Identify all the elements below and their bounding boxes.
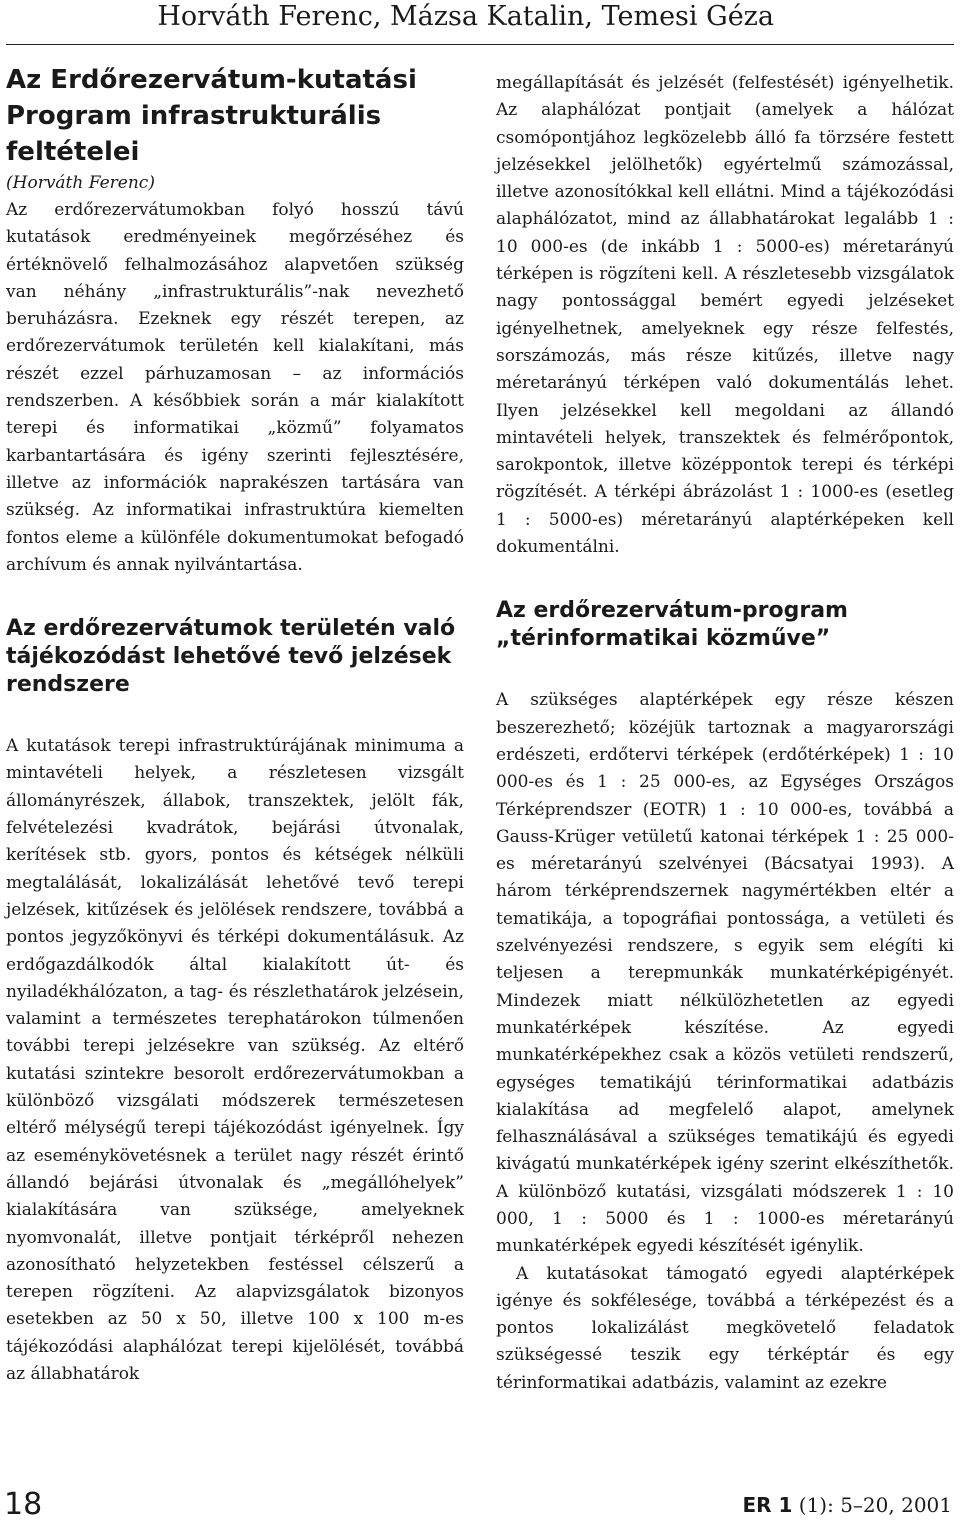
section-author: (Horváth Ferenc) [6, 173, 155, 193]
paragraph-gis-2: A kutatásokat támogató egyedi alaptérképek igénye és sokfélesége, továbbá a térképezést és a pontos lokalizálást megkövetelő feladatok szükségessé teszik egy térképtár és egy térinformatikai adatbázis, valamint az ezekre [496, 1263, 954, 1393]
paragraph-gis-1: A szükséges alaptérképek egy része készen beszerezhető; közéjük tartoznak a magyarországi erdészeti, erdőtervi térképek (erdőtérképek) 1 : 10 000-es és 1 : 25 000-es, az Egységes Országos Térképrendszer (EOTR) 1 : 10 000-es, továbbá a Gauss-Krüger vetületű katonai térképek 1 : 25 000-es méretarányú szelvényei (Bácsatyai 1993). A három térképrendszernek nagymértékben eltér a tematikája, a topográfiai pontossága, a vetületi és szelvényezési rendszere, s egyik sem elégíti ki teljesen a terepmunkák munkatérképigényét. Mindezek miatt nélkülözhetetlen az egyedi munkatérképek készítése. Az egyedi munkatérképekhez csak a közös vetületi rendszerű, egységes tematikájú térinformatikai adatbázis kialakítása ad megfelelő alapot, amelynek felhasználásával a szükséges tematikájú és egyedi kivágatú munkatérképek igény szerint elkészíthetők. A különböző kutatási, vizsgálati módszerek 1 : 10 000, 1 : 5000 és 1 : 1000-es méretarányú munkatérképek egyedi készítését igénylik. [496, 690, 954, 1257]
paragraph-markings-continued: megállapítását és jelzését (felfestését) igényelhetik. Az alaphálózat pontjait (amelyek a hálózat csomópontjához legközelebb álló fa törzsére festett jelzésekkel jelölhetők) egyértelmű számozással, illetve azonosítókkal kell ellátni. Mind a tájékozódási alaphálózatot, mind az állabhatárokat legalább 1 : 10 000-es (de inkább 1 : 5000-es) méretarányú térképen is rögzíteni kell. A részletesebb vizsgálatok nagy pontossággal bemért egyedi jelzéseket igényelhetnek, amelyeknek egy része felfestés, sorszámozás, más része kitűzés, illetve nagy méretarányú térképen való dokumentálás lehet. Ilyen jelzésekkel kell megoldani az állandó mintavételi helyek, transzektek és felmérőpontok, sarokpontok, illetve középpontok terepi és térképi rögzítését. A térképi ábrázolást 1 : 1000-es (esetleg 1 : 5000-es) méretarányú alaptérképeken kell dokumentálni. [496, 73, 954, 558]
section-title-gis: Az erdőrezervátum-program „térinformatikai közműve” [496, 598, 848, 652]
header-divider [6, 44, 954, 45]
journal-issue: (1): 5–20, 2001 [792, 1493, 952, 1517]
journal-reference [742, 1490, 952, 1520]
running-header-authors: Horváth Ferenc, Mázsa Katalin, Temesi Géza [157, 1, 774, 32]
paragraph-markings: A kutatások terepi infrastruktúrájának minimuma a mintavételi helyek, a részletesen vizsgált állományrészek, állabok, transzektek, jelölt fák, felvételezési kvadrátok, bejárási útvonalak, kerítések stb. gyors, pontos és kétségek nélküli megtalálását, lokalizálását lehetővé tevő terepi jelzések, kitűzések és jelölések rendszere, továbbá a pontos jegyzőkönyvi és térképi dokumentálásuk. Az erdőgazdálkodók által kialakított út- és nyiladékhálózaton, a tag- és részlethatárok jelzésein, valamint a természetes terephatárokon túlmenően további terepi jelzésekre van szükség. Az eltérő kutatási szintekre besorolt erdőrezervátumokban a különböző vizsgálati módszerek természetesen eltérő mélységű terepi tájékozódást igényelnek. Így az eseménykövetésnek a terület nagy részét érintő állandó bejárási útvonalak és „megállóhelyek” kialakítására van szüksége, amelyeknek nyomvonalát, illetve pontjait térképről nehezen azonosítható helyzetekben festéssel célszerű a terepen rögzíteni. Az alapvizsgálatok bizonyos esetekben az 50 x 50, illetve 100 x 100 m-es tájékozódási alaphálózat terepi kijelölését, továbbá az állabhatárok [6, 736, 464, 1384]
left-column [6, 62, 464, 1388]
right-column [496, 70, 954, 1397]
journal-abbreviation: ER 1 [742, 1493, 793, 1517]
paragraph-infrastructure: Az erdőrezervátumokban folyó hosszú távú kutatások eredményeinek megőrzéséhez és értéknövelő felhalmozásához alapvetően szükség van néhány „infrastrukturális”-nak nevezhető beruházásra. Ezeknek egy részét terepen, az erdőrezervátumok területén kell kialakítani, más részét ezzel párhuzamosan – az információs rendszerben. A későbbiek során a már kialakított terepi és informatikai „közmű” folyamatos karbantartására és igény szerinti fejlesztésére, illetve az információk naprakészen tartására van szükség. Az informatikai infrastruktúra kiemelten fontos eleme a különféle dokumentumokat befogadó archívum és annak nyilvántartása. [6, 200, 464, 575]
section-title-markings: Az erdőrezervátumok területén való tájékozódást lehetővé tevő jelzések rendszere [6, 616, 456, 698]
page-number: 18 [4, 1487, 43, 1522]
section-title-infrastructure: Az Erdőrezervátum-kutatási Program infrastrukturális feltételei [6, 65, 417, 167]
